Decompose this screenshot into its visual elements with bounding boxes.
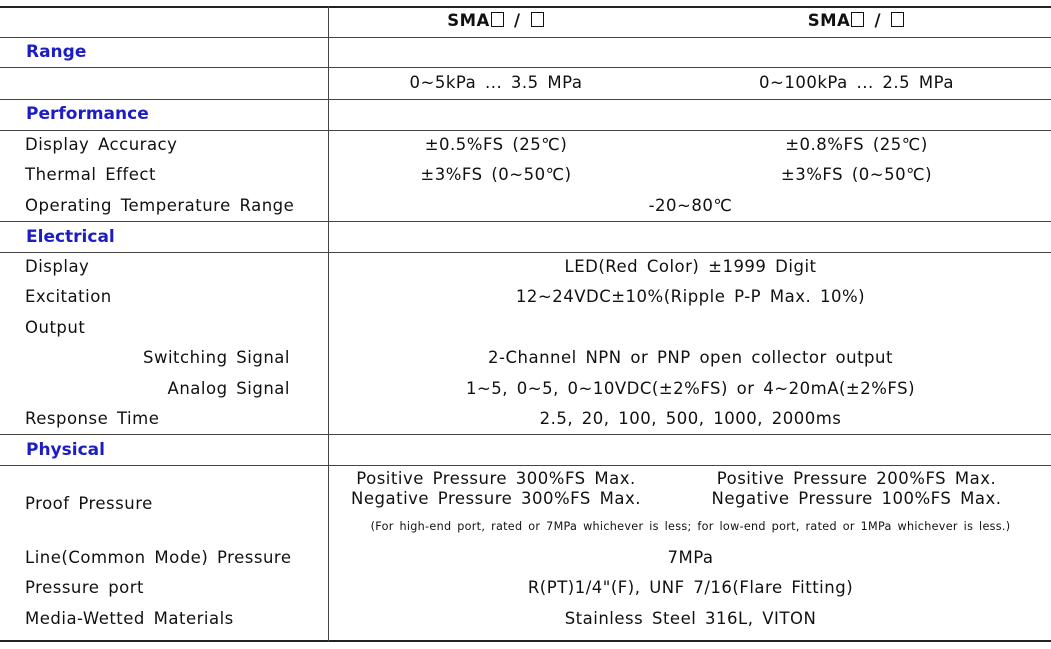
pressure-port-value: R(PT)1/4"(F), UNF 7/16(Flare Fitting) <box>527 578 854 597</box>
operating-temp-value: -20~80℃ <box>648 196 733 215</box>
placeholder-box-icon <box>531 12 544 27</box>
switching-signal-value: 2-Channel NPN or PNP open collector output <box>488 348 893 367</box>
placeholder-box-icon <box>491 12 504 27</box>
row-divider <box>0 99 1051 100</box>
materials-label: Media-Wetted Materials <box>25 609 234 628</box>
section-performance: Performance <box>26 104 149 124</box>
line-pressure-label: Line(Common Mode) Pressure <box>25 548 292 567</box>
thermal-effect-col2: ±3%FS (0~50℃) <box>780 165 933 184</box>
row-divider <box>0 434 1051 435</box>
row-divider <box>0 37 1051 38</box>
display-accuracy-col2: ±0.8%FS (25℃) <box>785 135 928 154</box>
response-time-value: 2.5, 20, 100, 500, 1000, 2000ms <box>539 409 842 428</box>
thermal-effect-label: Thermal Effect <box>25 165 156 184</box>
placeholder-box-icon <box>851 12 864 27</box>
proof-pressure-col2-line1: Positive Pressure 200%FS Max. <box>716 469 997 488</box>
materials-value: Stainless Steel 316L, VITON <box>564 609 817 628</box>
column-header-1: SMA / <box>330 6 662 36</box>
proof-pressure-col2-line2: Negative Pressure 100%FS Max. <box>711 489 1002 508</box>
line-pressure-value: 7MPa <box>667 548 714 567</box>
range-col1: 0~5kPa ... 3.5 MPa <box>409 73 583 92</box>
pressure-port-label: Pressure port <box>25 578 145 597</box>
row-divider <box>0 465 1051 466</box>
proof-pressure-label: Proof Pressure <box>25 494 153 513</box>
display-value: LED(Red Color) ±1999 Digit <box>564 257 817 276</box>
switching-signal-label: Switching Signal <box>143 348 290 367</box>
thermal-effect-col1: ±3%FS (0~50℃) <box>420 165 572 184</box>
proof-pressure-note: (For high-end port, rated or 7MPa whichever is less; for low-end port, rated or 1MPa whichever is less.) <box>370 520 1011 533</box>
display-accuracy-col1: ±0.5%FS (25℃) <box>424 135 568 154</box>
column-divider <box>328 6 329 642</box>
table-bottom-border <box>0 640 1051 642</box>
response-time-label: Response Time <box>25 409 160 428</box>
analog-signal-label: Analog Signal <box>167 379 290 398</box>
display-label: Display <box>25 257 90 276</box>
range-col2: 0~100kPa ... 2.5 MPa <box>759 73 954 92</box>
excitation-value: 12~24VDC±10%(Ripple P-P Max. 10%) <box>515 287 866 306</box>
proof-pressure-col1-line1: Positive Pressure 300%FS Max. <box>356 469 636 488</box>
column-header-2: SMA / <box>662 6 1051 36</box>
row-divider <box>0 221 1051 222</box>
proof-pressure-col1-line2: Negative Pressure 300%FS Max. <box>351 489 641 508</box>
display-accuracy-label: Display Accuracy <box>25 135 178 154</box>
excitation-label: Excitation <box>25 287 112 306</box>
analog-signal-value: 1~5, 0~5, 0~10VDC(±2%FS) or 4~20mA(±2%FS) <box>465 379 916 398</box>
section-physical: Physical <box>26 440 105 460</box>
output-label: Output <box>25 318 86 337</box>
operating-temp-label: Operating Temperature Range <box>25 196 295 215</box>
section-electrical: Electrical <box>26 227 115 247</box>
section-range: Range <box>26 42 87 62</box>
placeholder-box-icon <box>891 12 904 27</box>
